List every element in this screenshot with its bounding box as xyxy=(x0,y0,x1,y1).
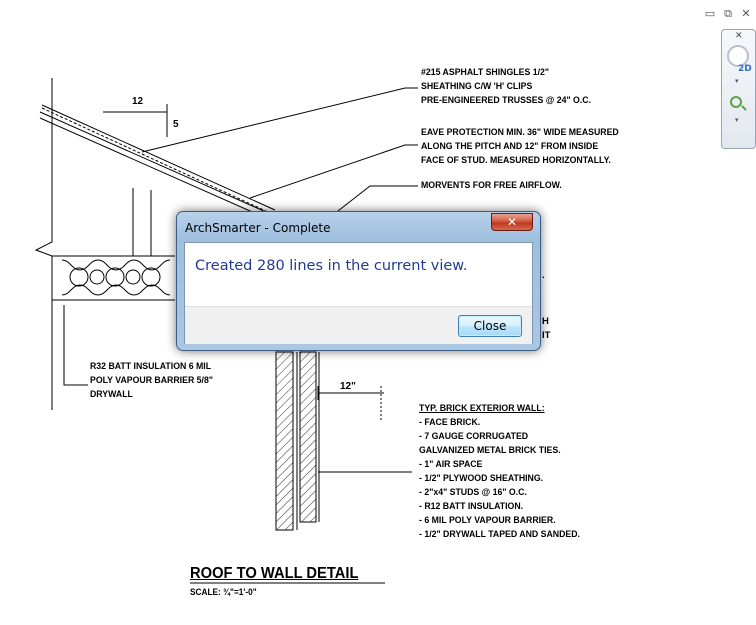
chevron-down-icon[interactable]: ▾ xyxy=(735,116,739,124)
drawing-title: ROOF TO WALL DETAIL xyxy=(190,565,359,582)
note-morvents xyxy=(421,179,562,193)
dialog-message: Created 280 lines in the current view. xyxy=(195,258,468,274)
drawing-scale: SCALE: ¾"=1'-0" xyxy=(190,587,257,597)
minimize-button[interactable]: ▭ xyxy=(704,7,716,20)
wall-stud-line xyxy=(133,188,151,256)
roof-assembly xyxy=(40,105,275,222)
note-line: - 1/2" DRYWALL TAPED AND SANDED. xyxy=(419,529,580,540)
navbar-mode-label: 2D xyxy=(738,64,752,74)
note-line: SHEATHING C/W 'H' CLIPS xyxy=(421,81,533,92)
dialog-title: ArchSmarter - Complete xyxy=(185,221,331,235)
pitch-rise-label: 5 xyxy=(173,119,179,130)
note-line: PRE-ENGINEERED TRUSSES @ 24" O.C. xyxy=(421,95,592,106)
note-line: - 6 MIL POLY VAPOUR BARRIER. xyxy=(419,515,556,526)
close-button[interactable]: Close xyxy=(458,315,522,337)
note-ceiling-insulation xyxy=(90,360,213,402)
text-fragment: H xyxy=(542,316,549,327)
navigation-bar xyxy=(721,29,756,149)
dialog-close-icon[interactable]: ✕ xyxy=(491,213,533,231)
ceiling-batt-insulation xyxy=(62,260,170,295)
zoom-icon[interactable] xyxy=(730,96,742,108)
dialog-footer xyxy=(185,306,532,344)
complete-dialog xyxy=(176,211,541,351)
note-line: DRYWALL xyxy=(90,389,133,400)
note-brick-wall xyxy=(419,402,580,542)
note-line: - 1/2" PLYWOOD SHEATHING. xyxy=(419,473,544,484)
wall-dimension-label: 12" xyxy=(340,381,356,392)
dialog-body xyxy=(184,242,533,344)
note-line: #215 ASPHALT SHINGLES 1/2" xyxy=(421,67,550,78)
note-roof-sheathing xyxy=(421,66,591,108)
navbar-close-icon[interactable]: ✕ xyxy=(735,31,743,41)
chevron-down-icon[interactable]: ▾ xyxy=(735,77,739,85)
brick-wall xyxy=(276,352,319,530)
note-line: R32 BATT INSULATION 6 MIL xyxy=(90,361,212,372)
note-line: POLY VAPOUR BARRIER 5/8" xyxy=(90,375,213,386)
pitch-run-label: 12 xyxy=(132,96,144,107)
close-window-button[interactable]: ✕ xyxy=(741,7,751,20)
note-line: - 7 GAUGE CORRUGATED xyxy=(419,431,529,442)
text-fragment: IT xyxy=(542,330,551,341)
note-line: ALONG THE PITCH AND 12" FROM INSIDE xyxy=(421,141,599,152)
note-line: - 1" AIR SPACE xyxy=(419,459,483,470)
note-line: GALVANIZED METAL BRICK TIES. xyxy=(419,445,561,456)
note-line: FACE OF STUD. MEASURED HORIZONTALLY. xyxy=(421,155,611,166)
note-line: TYP. BRICK EXTERIOR WALL: xyxy=(419,403,545,414)
note-eave-protection xyxy=(421,126,619,168)
note-line: MORVENTS FOR FREE AIRFLOW. xyxy=(421,180,562,191)
note-line: - 2"x4" STUDS @ 16" O.C. xyxy=(419,487,527,498)
note-line: - FACE BRICK. xyxy=(419,417,481,428)
note-line: EAVE PROTECTION MIN. 36" WIDE MEASURED xyxy=(421,127,619,138)
restore-button[interactable]: ⧉ xyxy=(724,7,732,20)
note-line: - R12 BATT INSULATION. xyxy=(419,501,524,512)
roof-pitch-symbol xyxy=(103,104,167,137)
text-fragment: . xyxy=(542,270,545,281)
